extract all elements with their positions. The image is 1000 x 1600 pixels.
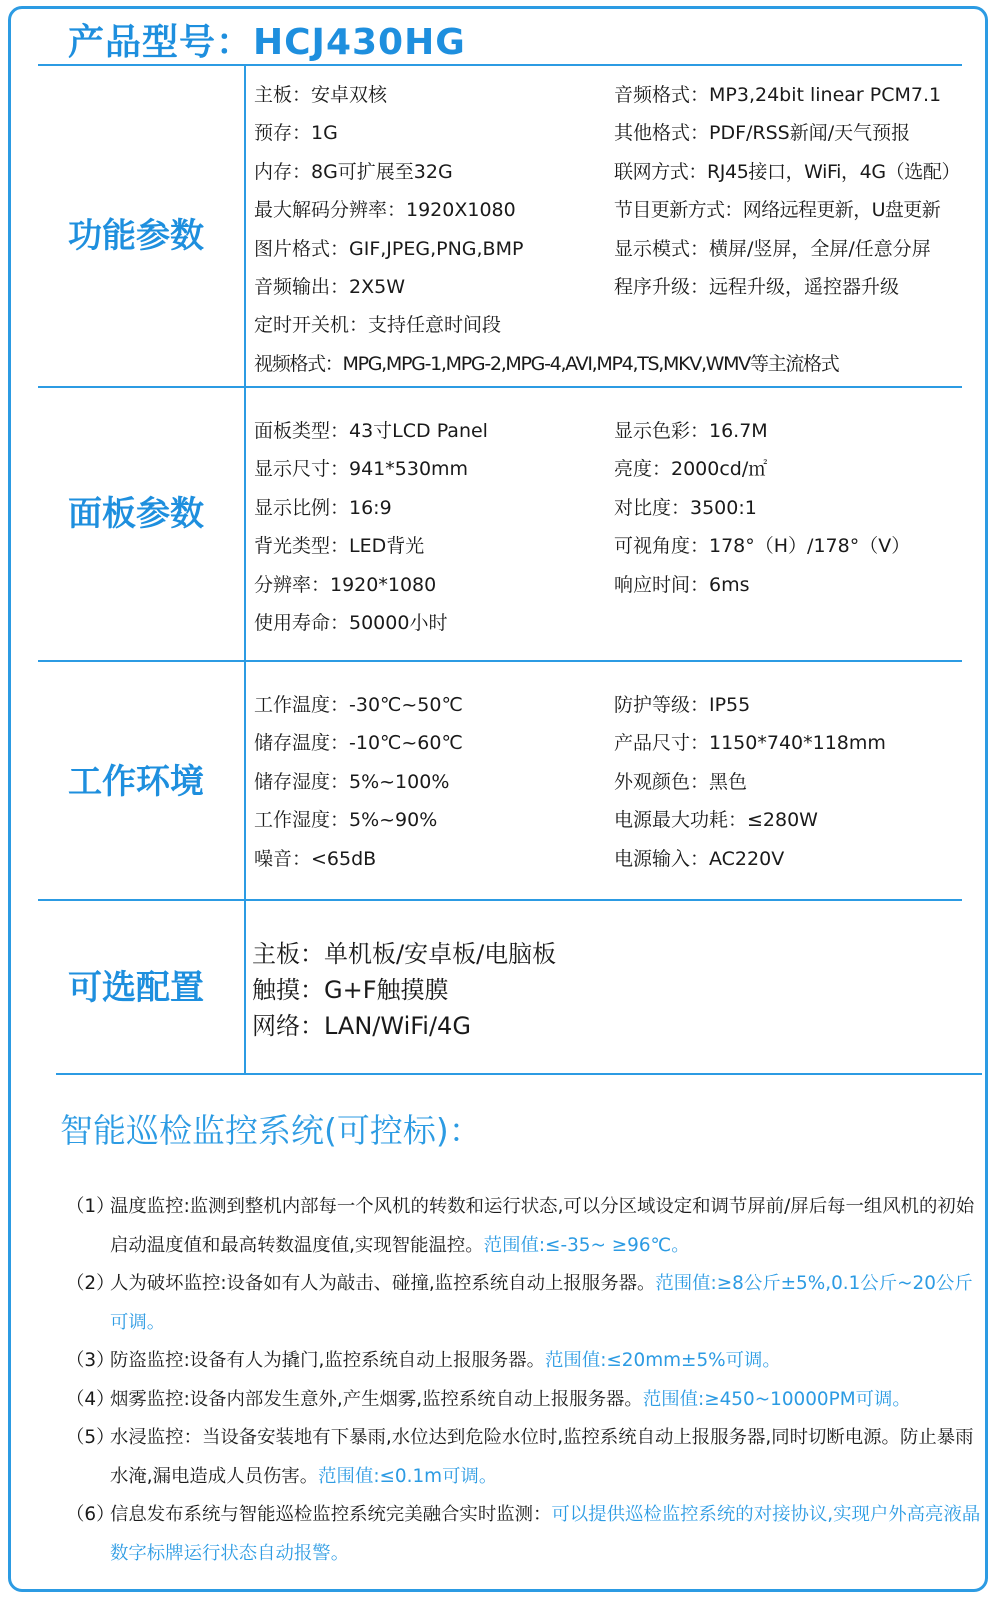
item-range: 范围值:≥8公斤±5%,0.1公斤~20公斤可调。: [110, 1273, 973, 1333]
system-title: 智能巡检监控系统(可控标)：: [60, 1111, 482, 1150]
spec-item: 音频输出：2X5W: [254, 275, 405, 298]
column-divider: [244, 64, 246, 1073]
divider-bottom: [56, 1073, 982, 1075]
item-text: 烟雾监控:设备内部发生意外,产生烟雾,监控系统自动上报服务器。: [110, 1388, 643, 1410]
spec-item: 防护等级：IP55: [614, 694, 751, 716]
spec-item: 其他格式：PDF/RSS新闻/天气预报: [614, 122, 911, 145]
spec-item: 音频格式：MP3,24bit linear PCM7.1: [614, 84, 942, 106]
spec-item: 主板：单机板/安卓板/电脑板: [252, 940, 557, 968]
spec-item: 噪音：<65dB: [254, 847, 377, 870]
spec-item-video-formats: 视频格式：MPG,MPG-1,MPG-2,MPG-4,AVI,MP4,TS,MKV,WMV等主流格式: [254, 352, 839, 375]
spec-item: 网络：LAN/WiFi/4G: [252, 1012, 471, 1040]
item-text: 水浸监控：当设备安装地有下暴雨,水位达到危险水位时,监控系统自动上报服务器,同时切断电源。防止暴雨水淹,漏电造成人员伤害。: [110, 1427, 974, 1487]
environment-right-list: [614, 686, 886, 878]
item-range: 范围值:≤-35~ ≥96℃。: [483, 1234, 690, 1256]
item-text: 人为破坏监控:设备如有人为敲击、碰撞,监控系统自动上报服务器。: [110, 1273, 656, 1294]
item-number: （4）: [66, 1388, 115, 1410]
spec-item: 电源输入：AC220V: [614, 847, 785, 870]
panel-left-list: [254, 412, 488, 642]
spec-item: 主板：安卓双核: [254, 84, 388, 106]
spec-item: 工作湿度：5%~90%: [254, 809, 438, 832]
divider-top: [38, 64, 962, 66]
section-title-environment: 工作环境: [68, 762, 204, 802]
item-range: 范围值:≤0.1m可调。: [318, 1465, 498, 1487]
item-number: （1）: [66, 1196, 115, 1217]
divider: [38, 386, 962, 388]
spec-item: 电源最大功耗：≤280W: [614, 809, 818, 832]
spec-item: 面板类型：43寸LCD Panel: [254, 420, 488, 442]
spec-item: 图片格式：GIF,JPEG,PNG,BMP: [254, 237, 524, 260]
spec-item: 产品尺寸：1150*740*118mm: [614, 732, 886, 755]
item-number: （6）: [66, 1504, 115, 1525]
item-number: （5）: [66, 1427, 115, 1448]
item-range: 可以提供巡检监控系统的对接协议,实现户外高亮液晶数字标牌运行状态自动报警。: [110, 1504, 981, 1564]
spec-item: 亮度：2000cd/㎡: [614, 458, 768, 481]
spec-item: 触摸：G+F触摸膜: [252, 976, 449, 1004]
item-number: （2）: [66, 1273, 115, 1294]
spec-item: 储存温度：-10℃~60℃: [254, 732, 463, 755]
spec-item: 联网方式：RJ45接口，WiFi，4G（选配）: [614, 160, 961, 183]
spec-item: 背光类型：LED背光: [254, 535, 425, 558]
divider: [38, 899, 962, 901]
item-range: 范围值:≥450~10000PM可调。: [642, 1388, 911, 1410]
function-right-list: [614, 76, 960, 306]
list-item: [66, 1381, 986, 1420]
spec-item: 内存：8G可扩展至32G: [254, 160, 453, 183]
environment-left-list: [254, 686, 463, 878]
spec-item: 显示比例：16:9: [254, 496, 392, 519]
spec-item: 可视角度：178°（H）/178°（V）: [614, 535, 911, 558]
item-range: 范围值:≤20mm±5%可调。: [545, 1350, 781, 1371]
spec-item: 响应时间：6ms: [614, 573, 750, 596]
spec-item: 储存湿度：5%~100%: [254, 770, 450, 793]
spec-item: 显示模式：横屏/竖屏，全屏/任意分屏: [614, 237, 931, 260]
section-title-panel: 面板参数: [68, 494, 204, 534]
spec-item: 对比度：3500:1: [614, 496, 757, 519]
system-item-list: [66, 1188, 986, 1573]
spec-item: 显示尺寸：941*530mm: [254, 458, 469, 481]
divider: [38, 660, 962, 662]
spec-item: 定时开关机：支持任意时间段: [254, 314, 502, 337]
item-text: 信息发布系统与智能巡检监控系统完美融合实时监测：: [110, 1504, 552, 1525]
options-list: [252, 936, 556, 1044]
spec-item: 使用寿命：50000小时: [254, 611, 448, 634]
item-text: 温度监控:监测到整机内部每一个风机的转数和运行状态,可以分区域设定和调节屏前/屏后每一组风机的初始启动温度值和最高转数温度值,实现智能温控。: [110, 1196, 975, 1256]
spec-item: 节目更新方式：网络远程更新，U盘更新: [614, 199, 941, 222]
item-number: （3）: [66, 1350, 115, 1371]
list-item: [66, 1188, 986, 1265]
spec-item: 分辨率：1920*1080: [254, 573, 437, 596]
spec-item: 预存：1G: [254, 122, 338, 145]
section-title-options: 可选配置: [68, 968, 204, 1008]
panel-right-list: [614, 412, 910, 604]
spec-item: 外观颜色：黑色: [614, 770, 748, 793]
spec-item: 最大解码分辨率：1920X1080: [254, 199, 516, 222]
list-item: [66, 1496, 986, 1573]
list-item: [66, 1265, 986, 1342]
item-text: 防盗监控:设备有人为撬门,监控系统自动上报服务器。: [110, 1350, 546, 1371]
spec-item: 显示色彩：16.7M: [614, 420, 768, 442]
list-item: [66, 1342, 986, 1381]
product-model: 产品型号：HCJ430HG: [68, 22, 466, 63]
section-title-function: 功能参数: [68, 216, 204, 256]
spec-item: 工作温度：-30℃~50℃: [254, 694, 463, 716]
list-item: [66, 1419, 986, 1496]
spec-item: 程序升级：远程升级，遥控器升级: [614, 275, 900, 298]
